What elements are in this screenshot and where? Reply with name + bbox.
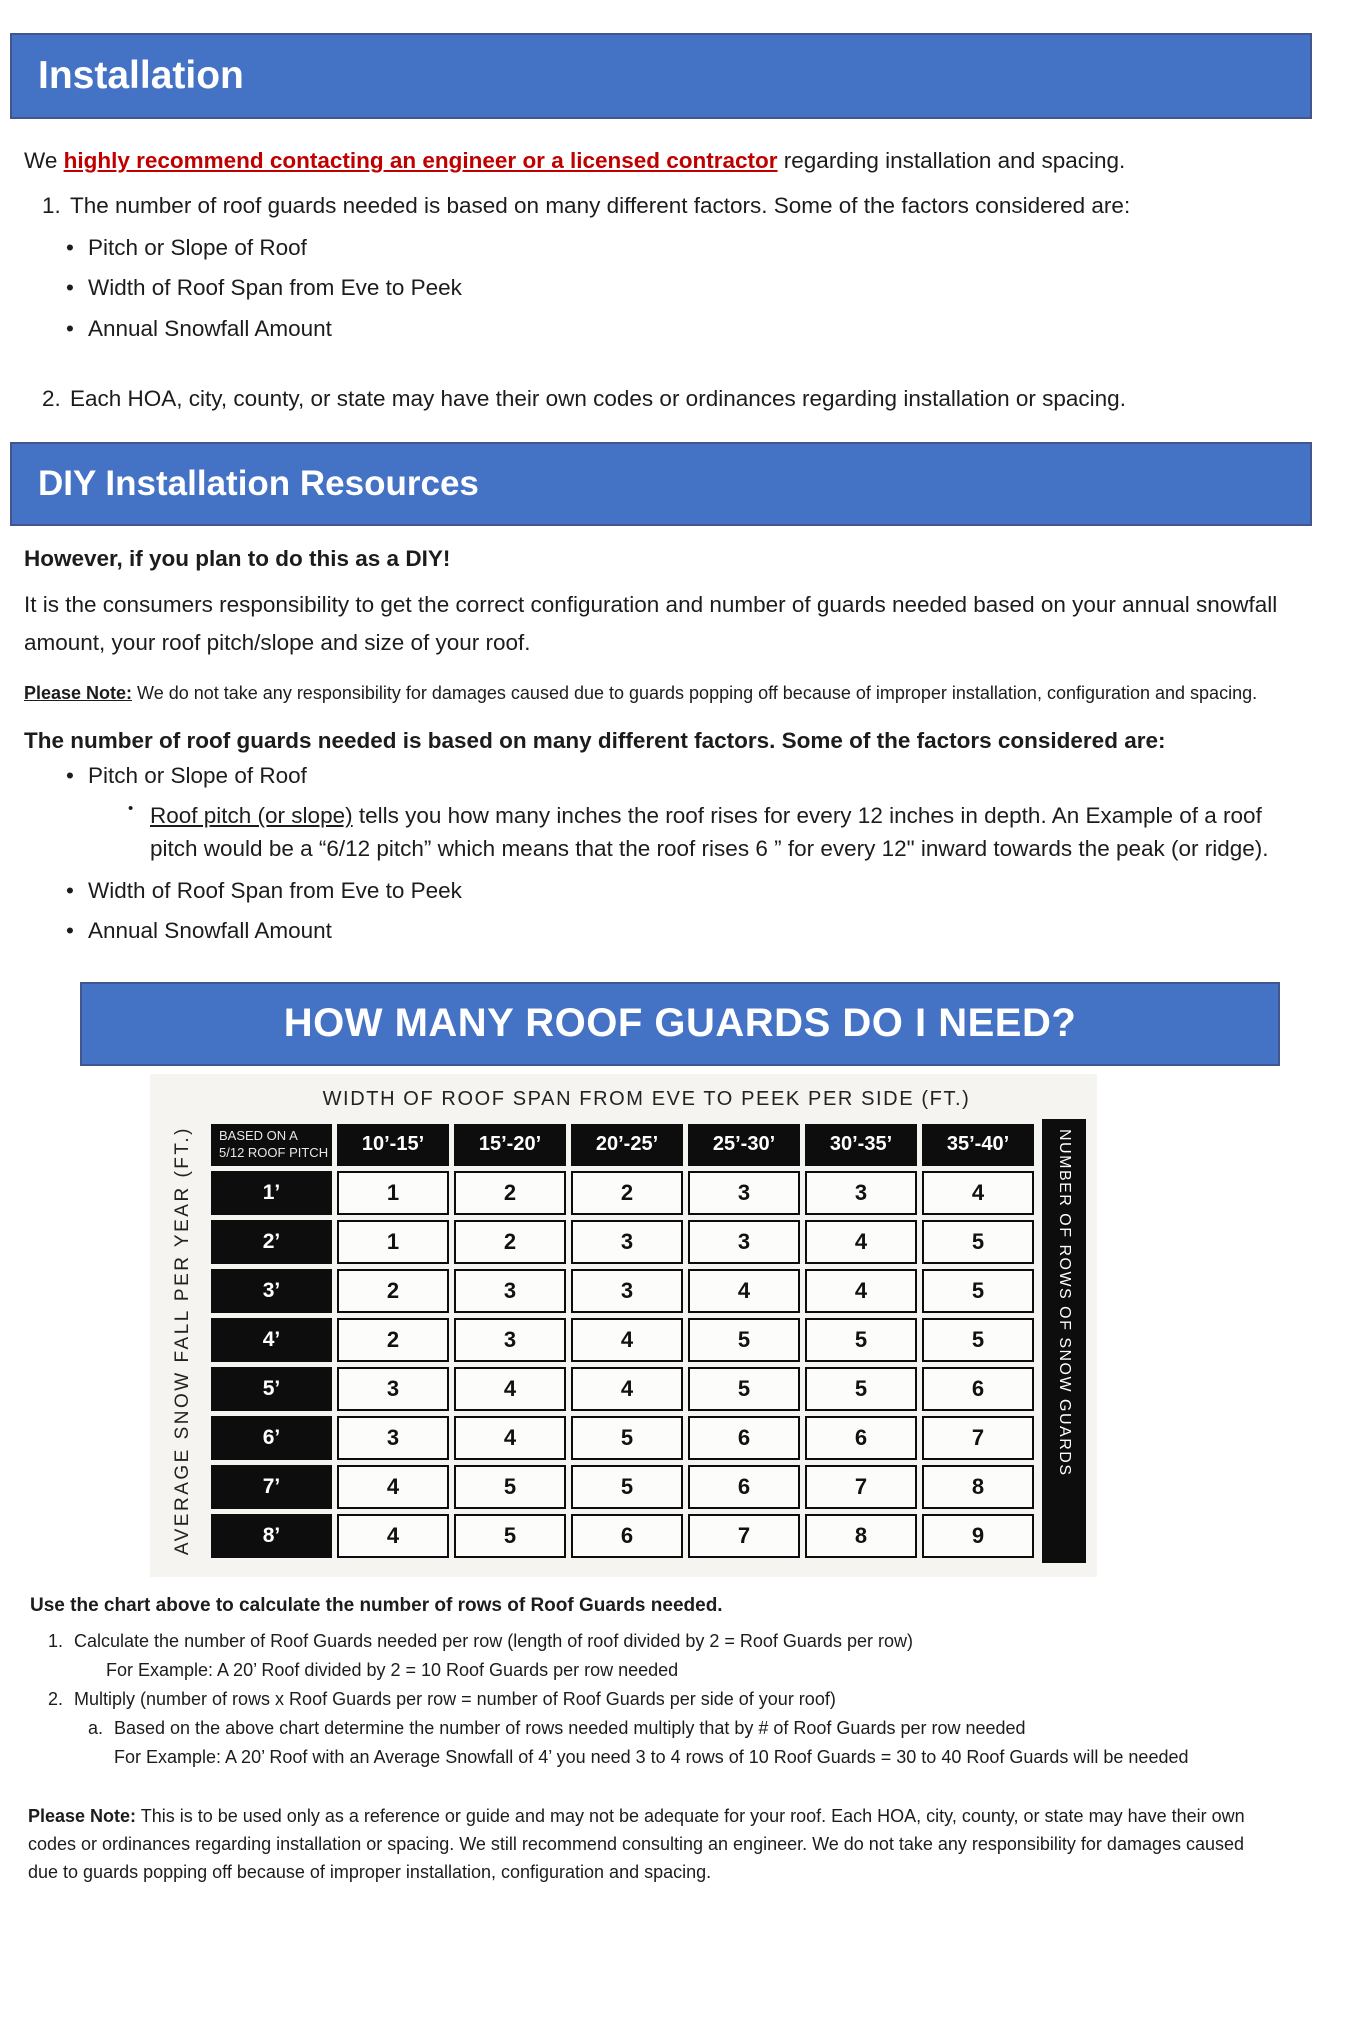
bullet-text: Pitch or Slope of Roof <box>88 763 307 789</box>
table-cell: 3 <box>454 1269 566 1313</box>
table-cell: 7 <box>688 1514 800 1558</box>
list-item: • Pitch or Slope of Roof <box>66 228 1360 268</box>
table-cell: 3 <box>805 1171 917 1215</box>
engineer-recommendation-link[interactable]: highly recommend contacting an engineer or a licensed contractor <box>63 148 778 173</box>
column-header: 30’-35’ <box>805 1124 917 1166</box>
table-right-axis-label <box>1042 1119 1086 1563</box>
table-row <box>211 1269 1034 1313</box>
table-cell: 5 <box>805 1367 917 1411</box>
table-row <box>211 1465 1034 1509</box>
item-text: The number of roof guards needed is based on many different factors. Some of the factors considered are: <box>70 193 1131 219</box>
table-row <box>211 1171 1034 1215</box>
row-header: 5’ <box>211 1367 332 1411</box>
table-header-row <box>211 1124 1034 1166</box>
intro-suffix: regarding installation and spacing. <box>777 148 1126 173</box>
step-text: Based on the above chart determine the number of rows needed multiply that by # of Roof Guards per row needed <box>114 1718 1026 1738</box>
calculation-steps <box>48 1627 1360 1773</box>
table-cell: 6 <box>805 1416 917 1460</box>
table-cell: 4 <box>571 1318 683 1362</box>
responsibility-paragraph: It is the consumers responsibility to get the correct configuration and number of guards needed based on your annual snowfall amount, your roof pitch/slope and size of your roof. <box>24 591 1278 656</box>
left-axis-text: AVERAGE SNOW FALL PER YEAR (FT.) <box>172 1125 193 1556</box>
item-number: 1. <box>42 193 61 219</box>
diy-resources-title: DIY Installation Resources <box>38 463 479 503</box>
column-header: 35’-40’ <box>922 1124 1034 1166</box>
table-cell: 6 <box>922 1367 1034 1411</box>
step-1 <box>48 1627 1360 1656</box>
table-cell: 1 <box>337 1220 449 1264</box>
row-header: 2’ <box>211 1220 332 1264</box>
please-note-text: We do not take any responsibility for damages caused due to guards popping off because of improper installation, configuration and spacing. <box>132 682 1258 703</box>
however-heading: However, if you plan to do this as a DIY! <box>24 545 451 571</box>
item-text: Each HOA, city, county, or state may have their own codes or ordinances regarding installation or spacing. <box>70 385 1126 411</box>
step-1-example: For Example: A 20’ Roof divided by 2 = 10 Roof Guards per row needed <box>106 1659 679 1680</box>
table-cell: 4 <box>922 1171 1034 1215</box>
intro-paragraph <box>24 141 1312 180</box>
table-cell: 5 <box>922 1318 1034 1362</box>
table-cell: 3 <box>337 1416 449 1460</box>
table-cell: 3 <box>571 1269 683 1313</box>
table-cell: 4 <box>454 1367 566 1411</box>
row-header: 3’ <box>211 1269 332 1313</box>
table-cell: 4 <box>571 1367 683 1411</box>
step-number: 2. <box>48 1688 64 1709</box>
row-header: 1’ <box>211 1171 332 1215</box>
table-cell: 5 <box>454 1465 566 1509</box>
roof-guards-chart-area <box>150 1074 1097 1577</box>
table-corner-cell <box>211 1124 332 1166</box>
table-cell: 4 <box>805 1220 917 1264</box>
table-row <box>211 1416 1034 1460</box>
roof-guards-table <box>206 1119 1039 1563</box>
table-cell: 5 <box>688 1318 800 1362</box>
numbered-item-1 <box>42 186 1312 226</box>
step-text: Multiply (number of rows x Roof Guards per row = number of Roof Guards per side of your roof) <box>74 1688 836 1709</box>
column-header: 20’-25’ <box>571 1124 683 1166</box>
step-number: a. <box>88 1718 104 1738</box>
row-header: 8’ <box>211 1514 332 1558</box>
table-cell: 9 <box>922 1514 1034 1558</box>
table-cell: 4 <box>805 1269 917 1313</box>
column-header: 25’-30’ <box>688 1124 800 1166</box>
table-cell: 3 <box>454 1318 566 1362</box>
list-item <box>66 756 1360 865</box>
row-header: 6’ <box>211 1416 332 1460</box>
table-left-axis-label <box>160 1119 206 1563</box>
table-cell: 2 <box>337 1269 449 1313</box>
step-2a-example: For Example: A 20’ Roof with an Average Snowfall of 4’ you need 3 to 4 rows of 10 Roof Guards = 30 to 40 Roof Guards will be needed <box>114 1747 1189 1768</box>
diy-resources-header-banner <box>10 442 1312 526</box>
table-cell: 3 <box>337 1367 449 1411</box>
row-header: 7’ <box>211 1465 332 1509</box>
table-cell: 1 <box>337 1171 449 1215</box>
table-cell: 5 <box>805 1318 917 1362</box>
table-cell: 5 <box>571 1465 683 1509</box>
how-many-guards-banner <box>80 982 1280 1066</box>
roof-pitch-term: Roof pitch (or slope) <box>150 803 353 829</box>
table-cell: 4 <box>688 1269 800 1313</box>
table-cell: 6 <box>571 1514 683 1558</box>
table-cell: 5 <box>454 1514 566 1558</box>
step-2a <box>88 1714 1360 1772</box>
final-note-text: This is to be used only as a reference or guide and may not be adequate for your roof. Each HOA, city, county, or state may have their own codes or ordinances regarding installation or spacing. We still recommend consulting an engineer. We do not take any responsibility for damages caused due to guards popping off because of improper installation, configuration and spacing. <box>28 1806 1245 1883</box>
table-row <box>211 1514 1034 1558</box>
table-cell: 2 <box>454 1171 566 1215</box>
item-number: 2. <box>42 385 61 411</box>
table-cell: 5 <box>922 1269 1034 1313</box>
table-row <box>211 1220 1034 1264</box>
list-item: • Width of Roof Span from Eve to Peek <box>66 268 1360 308</box>
roof-pitch-explanation: tells you how many inches the roof rises for every 12 inches in depth. An Example of a roof pitch would be a “6/12 pitch” which means that the roof rises 6 ” for every 12" inward towards the peak (or ridge). <box>150 803 1269 861</box>
table-cell: 8 <box>922 1465 1034 1509</box>
installation-header-banner <box>10 33 1312 119</box>
intro-prefix: We <box>24 148 64 173</box>
list-item: • Annual Snowfall Amount <box>66 309 1360 349</box>
installation-title: Installation <box>38 54 244 97</box>
step-2 <box>48 1685 1360 1714</box>
roof-pitch-definition <box>128 800 1270 865</box>
numbered-item-2 <box>42 379 1312 419</box>
final-note-paragraph <box>28 1802 1253 1886</box>
table-cell: 3 <box>688 1171 800 1215</box>
list-item: • Annual Snowfall Amount <box>66 911 1360 951</box>
column-header: 15’-20’ <box>454 1124 566 1166</box>
factors-bullet-list <box>0 228 1360 348</box>
table-cell: 8 <box>805 1514 917 1558</box>
how-many-guards-title: HOW MANY ROOF GUARDS DO I NEED? <box>283 1001 1077 1046</box>
table-cell: 5 <box>571 1416 683 1460</box>
table-cell: 2 <box>337 1318 449 1362</box>
table-top-axis-label: WIDTH OF ROOF SPAN FROM EVE TO PEEK PER SIDE (FT.) <box>322 1087 971 1110</box>
diy-factors-bullet-list <box>0 756 1360 951</box>
table-row <box>211 1318 1034 1362</box>
table-cell: 2 <box>454 1220 566 1264</box>
table-cell: 7 <box>805 1465 917 1509</box>
table-cell: 5 <box>688 1367 800 1411</box>
table-cell: 5 <box>922 1220 1034 1264</box>
column-header: 10’-15’ <box>337 1124 449 1166</box>
corner-line2: 5/12 ROOF PITCH <box>219 1144 329 1160</box>
sub-bullet-list <box>88 800 1360 865</box>
table-cell: 2 <box>571 1171 683 1215</box>
table-cell: 4 <box>337 1465 449 1509</box>
list-item: • Width of Roof Span from Eve to Peek <box>66 871 1360 911</box>
table-cell: 4 <box>337 1514 449 1558</box>
factors-heading: The number of roof guards needed is based on many different factors. Some of the factors considered are: <box>24 728 1166 754</box>
table-cell: 7 <box>922 1416 1034 1460</box>
step-text: Calculate the number of Roof Guards needed per row (length of roof divided by 2 = Roof Guards per row) <box>74 1630 913 1651</box>
table-cell: 3 <box>688 1220 800 1264</box>
table-cell: 4 <box>454 1416 566 1460</box>
corner-line1: BASED ON A <box>219 1128 298 1144</box>
please-note-paragraph <box>24 679 1274 708</box>
use-chart-heading: Use the chart above to calculate the number of rows of Roof Guards needed. <box>30 1594 723 1616</box>
table-cell: 6 <box>688 1465 800 1509</box>
right-axis-text: NUMBER OF ROWS OF SNOW GUARDS <box>1056 1128 1073 1477</box>
final-note-label: Please Note: <box>28 1806 137 1827</box>
table-row <box>211 1367 1034 1411</box>
table-cell: 3 <box>571 1220 683 1264</box>
row-header: 4’ <box>211 1318 332 1362</box>
please-note-label: Please Note: <box>24 682 133 703</box>
step-number: 1. <box>48 1630 64 1651</box>
table-cell: 6 <box>688 1416 800 1460</box>
